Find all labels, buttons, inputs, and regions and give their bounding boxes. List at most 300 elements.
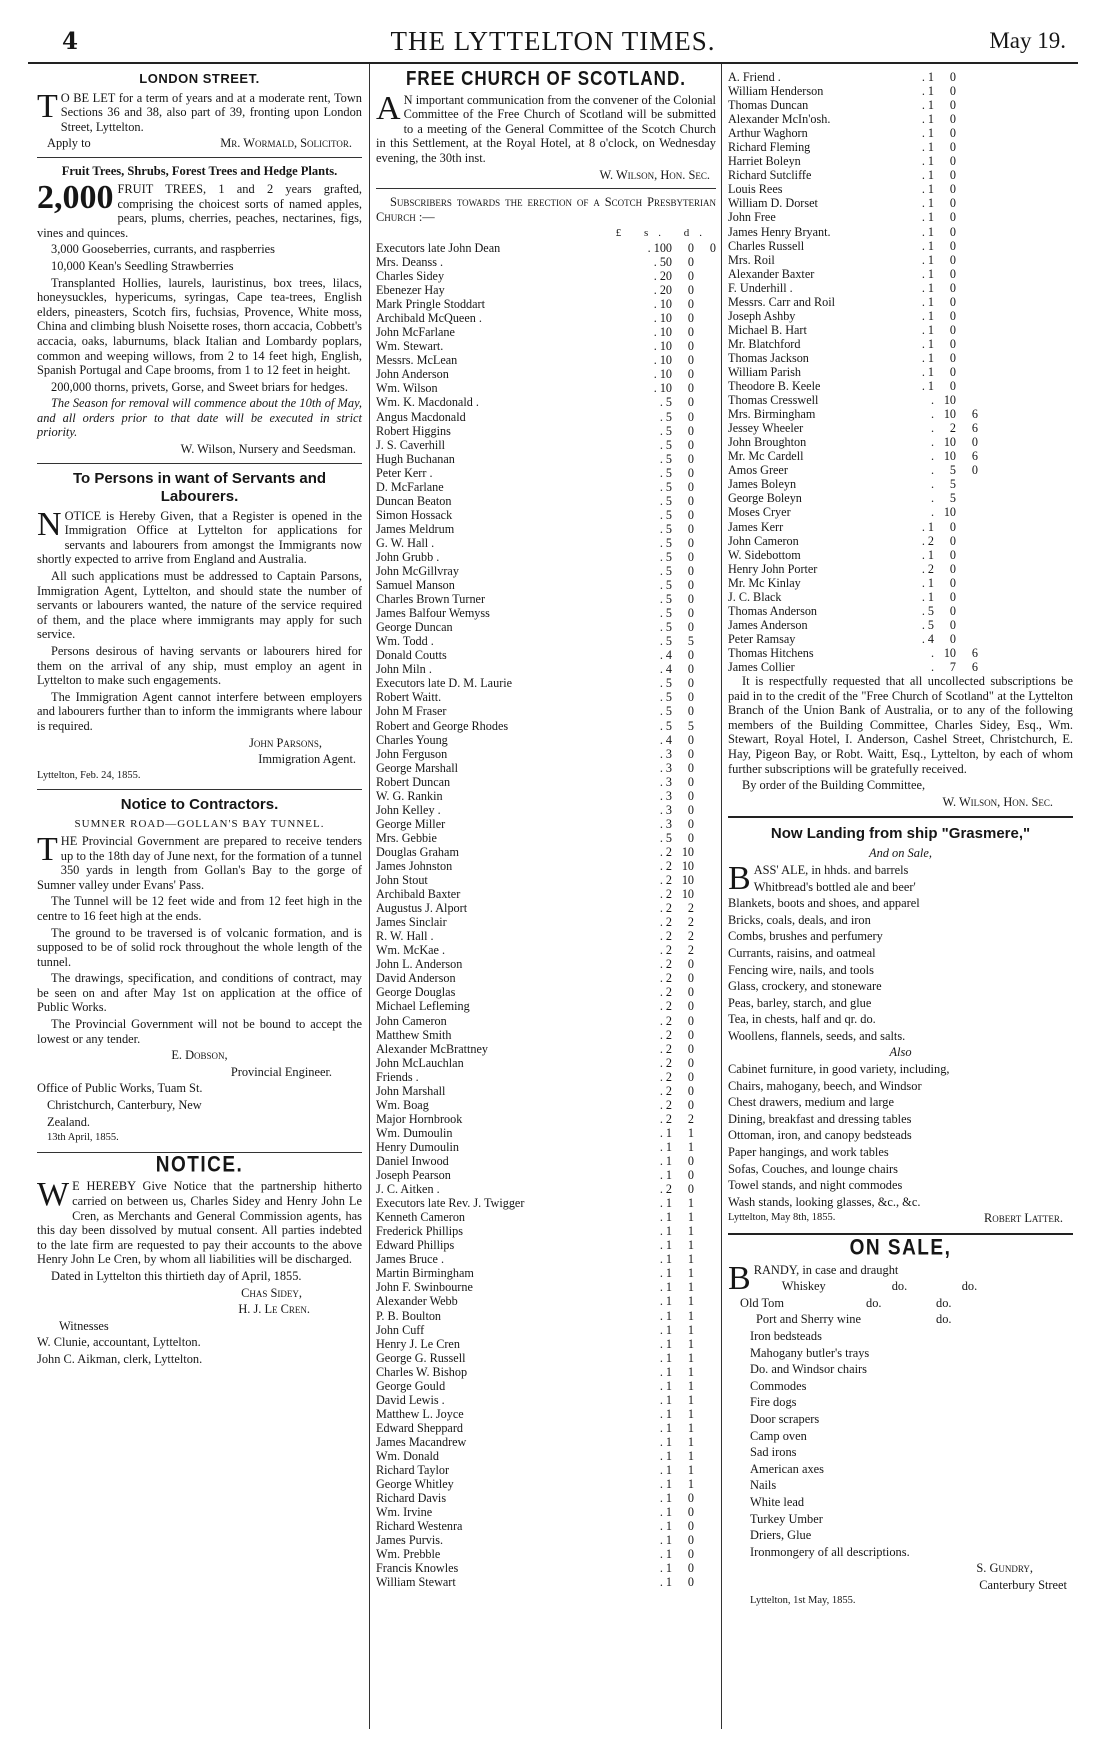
amount-pence: [694, 971, 716, 985]
amount-shillings: 0: [687, 269, 694, 284]
amount-shillings: 0: [949, 603, 956, 618]
subscribers-intro: Subscribers towards the erection of a Scotch Presbyterian Church :—: [376, 195, 716, 224]
list-item: Sad irons: [750, 1445, 797, 1460]
amount-pounds: . 5: [921, 603, 934, 618]
amount-pence: [694, 438, 716, 452]
subscriber-name: John Kelley .: [376, 802, 441, 817]
subscriber-name: Charles Sidey: [376, 269, 445, 284]
amount-shillings: 1: [687, 1392, 694, 1407]
amount-pounds: . 3: [659, 746, 672, 761]
subscriber-name: James Collier: [728, 659, 795, 674]
amount-shillings: 1: [687, 1448, 694, 1463]
subscriber-name: Richard Sutcliffe: [728, 168, 812, 183]
subscriber-name: R. W. Hall .: [376, 929, 434, 944]
divider: [37, 157, 362, 158]
subscriber-name: W. G. Rankin: [376, 788, 443, 803]
subscriber-row: [376, 915, 716, 929]
amount-shillings: 1: [687, 1252, 694, 1267]
amount-pence: [956, 337, 978, 351]
fruit-p4: Transplanted Hollies, laurels, lauristinus, box trees, lilacs, honeysuckles, hypericums, syringas, Cape tea-trees, English elders, pineasters, Scotch firs, fuchsias, Provence, White moss, China and climbing blush Noisette roses, thorn accacia, Cobbett's accacia, oaks, laburnums, black Italian and Lombardy poplars, common and weeping willows, from 2 to 14 feet high, English, Spanish Portugal and Cape brooms, from 1 to 12 feet in height.: [37, 275, 363, 378]
subscriber-name: John Cameron: [376, 1013, 447, 1028]
amount-pence: [694, 297, 716, 311]
london-notice: T O BE LET for a term of years and at a moderate rent, Town Sections 36 and 38, also part of 39, fronting upon London Street, Lyttelton.: [37, 87, 362, 134]
amount-pence: [694, 466, 716, 480]
amount-pounds: . 2: [659, 915, 672, 930]
amount-shillings: 0: [687, 254, 694, 269]
subscriber-name: David Lewis .: [376, 1392, 445, 1407]
amount-shillings: 0: [687, 971, 694, 986]
subscriber-name: John McGillvray: [376, 564, 459, 579]
subscriber-name: Joseph Pearson: [376, 1168, 451, 1183]
subscriber-row: [376, 1463, 716, 1477]
amount-pounds: . 5: [659, 690, 672, 705]
subscriber-name: Executors late John Dean: [376, 240, 501, 255]
contractors-subheading: SUMNER ROAD—GOLLAN'S BAY TUNNEL.: [74, 818, 325, 831]
onsale-spirits: [728, 1279, 1073, 1327]
subscriber-name: William Henderson: [728, 84, 824, 99]
subscriber-row: [376, 592, 716, 606]
amount-pence: [956, 140, 978, 154]
list-item: Blankets, boots and shoes, and apparel: [728, 896, 920, 911]
amount-shillings: 0: [687, 521, 694, 536]
servants-signature-title: Immigration Agent.: [258, 752, 356, 767]
subscriber-name: George G. Russell: [376, 1350, 466, 1365]
amount-pence: [694, 1266, 716, 1280]
amount-pence: [694, 452, 716, 466]
subscriber-row: [728, 98, 978, 112]
subscriber-row: [376, 606, 716, 620]
subscriber-row: [376, 1280, 716, 1294]
amount-pounds: . 1: [659, 1547, 672, 1562]
amount-shillings: 0: [687, 297, 694, 312]
subscriber-name: James Sinclair: [376, 915, 447, 930]
amount-pounds: . 2: [659, 1027, 672, 1042]
amount-shillings: 0: [949, 266, 956, 281]
subscriber-row: [376, 1014, 716, 1028]
amount-pounds: . 5: [659, 718, 672, 733]
amount-shillings: 0: [687, 367, 694, 382]
grasmere-footer: Lyttelton, May 8th, 1855. Robert Latter.: [728, 1211, 1063, 1226]
amount-shillings: 0: [949, 308, 956, 323]
subscriber-name: Thomas Cresswell: [728, 393, 819, 408]
amount-pounds: . 10: [653, 297, 672, 312]
subscriber-name: George Gould: [376, 1378, 446, 1393]
list-item: Dining, breakfast and dressing tables: [728, 1111, 912, 1126]
amount-shillings: 0: [687, 774, 694, 789]
amount-pounds: . 2: [659, 957, 672, 972]
subscriber-name: John Anderson: [376, 367, 449, 382]
church-closing: It is respectfully requested that all uncollected subscriptions be paid in to the credit of the "Free Church of Scotland" at the Lyttelton Branch of the Union Bank of Australia, or to any of the following members of the Building Committee, Charles Sidey, Esq., Wm. Stewart, Royal Hotel, I. Anderson, Cashel Street, Christchurch, E. Hay, Pigeon Bay, or Robt. Waitt, Esq., Lyttelton, by each of whom further subscriptions will be gratefully received.: [728, 674, 1073, 776]
amount-shillings: 0: [687, 620, 694, 635]
amount-shillings: 0: [687, 437, 694, 452]
amount-pence: [694, 1449, 716, 1463]
amount-pence: [694, 1126, 716, 1140]
amount-shillings: 0: [687, 957, 694, 972]
amount-shillings: 0: [687, 1575, 694, 1590]
subscriber-row: [728, 70, 978, 84]
amount-pounds: .: [930, 645, 934, 660]
subscriber-name: Daniel Inwood: [376, 1153, 449, 1168]
subscriber-row: [376, 410, 716, 424]
subscriber-row: [376, 1294, 716, 1308]
amount-shillings: 0: [687, 381, 694, 396]
amount-pounds: . 1: [659, 1505, 672, 1520]
subscriber-row: [376, 1196, 716, 1210]
subscriber-row: [376, 704, 716, 718]
subscriber-row: [376, 901, 716, 915]
subscriber-row: [376, 761, 716, 775]
amount-shillings: 0: [949, 98, 956, 113]
subscriber-row: [376, 803, 716, 817]
notice-signature: H. J. Le Cren.: [238, 1302, 310, 1317]
amount-pence: [694, 1210, 716, 1224]
subscriber-row: [376, 733, 716, 747]
amount-pence: [694, 1014, 716, 1028]
amount-pence: [694, 1533, 716, 1547]
amount-pounds: . 1: [921, 140, 934, 155]
subscriber-row: [376, 438, 716, 452]
subscriber-row: [376, 1421, 716, 1435]
amount-pence: [694, 873, 716, 887]
amount-pounds: . 5: [659, 592, 672, 607]
amount-pounds: . 1: [921, 547, 934, 562]
amount-pence: 6: [971, 421, 978, 436]
subscriber-row: [728, 463, 978, 477]
amount-pence: [694, 1196, 716, 1210]
subscriber-name: A. Friend .: [728, 70, 781, 84]
amount-shillings: 0: [687, 423, 694, 438]
amount-pence: [956, 239, 978, 253]
subscriber-row: [728, 618, 978, 632]
amount-pence: 6: [971, 449, 978, 464]
subscriber-name: Messrs. McLean: [376, 353, 458, 368]
grasmere-also: Also: [889, 1045, 912, 1060]
subscriber-row: [376, 424, 716, 438]
amount-shillings: 2: [687, 915, 694, 930]
amount-shillings: 0: [687, 704, 694, 719]
amount-pence: [956, 604, 978, 618]
amount-pounds: . 2: [659, 844, 672, 859]
subscriber-row: [376, 1238, 716, 1252]
amount-pence: [956, 632, 978, 646]
amount-pounds: . 5: [659, 423, 672, 438]
list-item: Whiskey do. do.: [781, 1279, 978, 1294]
subscriber-name: Henry J. Le Cren: [376, 1336, 460, 1351]
amount-shillings: 0: [687, 830, 694, 845]
subscriber-row: [376, 1042, 716, 1056]
subscriber-name: Mark Pringle Stoddart: [376, 297, 485, 312]
amount-shillings: 0: [687, 788, 694, 803]
amount-shillings: 0: [687, 240, 694, 255]
amount-pence: [956, 618, 978, 632]
amount-pence: [694, 1547, 716, 1561]
amount-pounds: . 2: [659, 1069, 672, 1084]
amount-pounds: . 5: [659, 437, 672, 452]
subscriber-row: [728, 196, 978, 210]
notice-heading: NOTICE.: [155, 1153, 244, 1178]
subscriber-name: J. C. Black: [728, 589, 782, 604]
amount-pounds: . 1: [921, 126, 934, 141]
amount-pounds: . 1: [659, 1153, 672, 1168]
amount-pounds: . 1: [659, 1378, 672, 1393]
subscriber-row: [376, 1098, 716, 1112]
amount-pounds: . 5: [659, 620, 672, 635]
amount-shillings: 5: [949, 477, 956, 492]
subscriber-row: [376, 1547, 716, 1561]
subscriber-row: [376, 690, 716, 704]
amount-pounds: . 1: [921, 519, 934, 534]
subscriber-row: [728, 112, 978, 126]
church-order: By order of the Building Committee,: [742, 778, 926, 793]
amount-pence: [694, 1084, 716, 1098]
subscriber-row: [376, 536, 716, 550]
subscriber-name: Peter Kerr .: [376, 465, 433, 480]
amount-pence: [694, 1365, 716, 1379]
subscriber-row: [728, 239, 978, 253]
amount-pence: 0: [709, 240, 716, 255]
amount-shillings: 0: [949, 70, 956, 84]
subscriber-name: Arthur Waghorn: [728, 126, 808, 141]
subscriber-row: [376, 1252, 716, 1266]
amount-pounds: . 5: [659, 479, 672, 494]
amount-pounds: . 2: [659, 859, 672, 873]
subscriber-name: George Marshall: [376, 760, 459, 775]
subscriber-row: [728, 210, 978, 224]
subscriber-name: Amos Greer: [728, 463, 788, 478]
column-2: [376, 66, 716, 1590]
amount-pence: [694, 367, 716, 381]
subscriber-row: [728, 379, 978, 393]
subscriber-name: John M Fraser: [376, 704, 447, 719]
list-item: Chest drawers, medium and large: [728, 1095, 894, 1110]
amount-pence: [956, 253, 978, 267]
list-item: White lead: [750, 1494, 805, 1509]
grasmere-list: [728, 859, 1073, 1044]
amount-shillings: 0: [687, 1083, 694, 1098]
amount-pounds: . 1: [921, 182, 934, 197]
amount-pounds: . 1: [659, 1491, 672, 1506]
subscriber-name: James Meldrum: [376, 521, 455, 536]
subscriber-row: [728, 182, 978, 196]
subscriber-row: [376, 297, 716, 311]
amount-shillings: 10: [943, 505, 956, 520]
list-item: Commodes: [750, 1378, 807, 1393]
amount-shillings: 0: [949, 617, 956, 632]
subscriber-name: Richard Taylor: [376, 1463, 450, 1478]
list-item: Nails: [750, 1478, 777, 1493]
amount-pounds: .: [930, 463, 934, 478]
amount-pounds: . 5: [659, 507, 672, 522]
subscriber-name: James Kerr: [728, 519, 784, 534]
amount-pounds: . 1: [659, 1561, 672, 1576]
subscriber-name: P. B. Boulton: [376, 1308, 442, 1323]
subscriber-row: [728, 365, 978, 379]
notice-p2: Dated in Lyttelton this thirtieth day of April, 1855.: [51, 1268, 302, 1283]
subscriber-row: [376, 1505, 716, 1519]
subscriber-name: William Parish: [728, 364, 801, 379]
subscriber-row: [728, 295, 978, 309]
amount-pence: [694, 957, 716, 971]
amount-shillings: 0: [687, 985, 694, 1000]
subscriber-name: Kenneth Cameron: [376, 1210, 466, 1225]
amount-pounds: . 2: [921, 561, 934, 576]
amount-shillings: 1: [687, 1350, 694, 1365]
amount-shillings: 1: [687, 1322, 694, 1337]
amount-shillings: 0: [949, 196, 956, 211]
list-item: Tea, in chests, half and qr. do.: [728, 1012, 876, 1027]
amount-pence: [956, 562, 978, 576]
amount-pence: [694, 999, 716, 1013]
subscriber-row: [728, 253, 978, 267]
amount-pounds: . 5: [659, 564, 672, 579]
amount-shillings: 0: [949, 575, 956, 590]
subscriber-name: Henry Dumoulin: [376, 1139, 459, 1154]
amount-pence: [694, 929, 716, 943]
subscriber-name: Michael Lefleming: [376, 999, 470, 1014]
subscriber-row: [376, 311, 716, 325]
amount-pence: [694, 690, 716, 704]
column-3: [728, 70, 1073, 1611]
column-1: [37, 70, 362, 1369]
subscriber-row: [376, 929, 716, 943]
amount-shillings: 0: [687, 395, 694, 410]
subscriber-name: Wm. Boag: [376, 1097, 429, 1112]
amount-shillings: 0: [949, 112, 956, 127]
amount-pence: [694, 761, 716, 775]
subscriber-name: John F. Swinbourne: [376, 1280, 473, 1295]
subscriber-name: David Anderson: [376, 971, 456, 986]
fruit-p3: 10,000 Kean's Seedling Strawberries: [51, 258, 234, 273]
amount-pence: [694, 1407, 716, 1421]
subscriber-name: Charles Russell: [728, 238, 805, 253]
amount-pence: [694, 522, 716, 536]
amount-pence: [694, 1042, 716, 1056]
subscriber-row: [376, 999, 716, 1013]
subscriber-row: [376, 564, 716, 578]
amount-pence: [956, 281, 978, 295]
subscriber-name: John McLauchlan: [376, 1055, 464, 1070]
amount-pounds: . 2: [659, 929, 672, 944]
list-item: Ottoman, iron, and canopy bedsteads: [728, 1128, 912, 1143]
amount-pence: [956, 154, 978, 168]
subscriber-row: [376, 367, 716, 381]
amount-pounds: . 1: [921, 238, 934, 253]
amount-pounds: . 5: [659, 634, 672, 649]
amount-pounds: . 1: [659, 1139, 672, 1154]
list-item: Camp oven: [750, 1428, 807, 1443]
fruit-p2: 3,000 Gooseberries, currants, and raspberries: [51, 242, 275, 257]
amount-pence: [694, 1519, 716, 1533]
subscriber-row: [728, 491, 978, 505]
subscriber-name: Louis Rees: [728, 182, 783, 197]
subscriber-name: Thomas Anderson: [728, 603, 818, 618]
amount-pounds: . 1: [659, 1336, 672, 1351]
list-item: Paper hangings, and work tables: [728, 1145, 889, 1160]
subscriber-row: [728, 632, 978, 646]
amount-pence: [694, 1561, 716, 1575]
subscriber-name: John Stout: [376, 873, 428, 888]
subscriber-row: [376, 1519, 716, 1533]
london-apply: Apply to Mr. Wormald, Solicitor.: [47, 136, 352, 151]
amount-pence: [956, 84, 978, 98]
servants-p3: Persons desirous of having servants or labourers hired for them on the arrival of any ship, must employ an agent in Lyttelton to make such engagements.: [37, 644, 362, 688]
amount-shillings: 0: [687, 676, 694, 691]
amount-pence: 0: [971, 463, 978, 478]
list-item: Cabinet furniture, in good variety, including,: [728, 1062, 950, 1077]
amount-shillings: 1: [687, 1434, 694, 1449]
amount-shillings: 1: [687, 1477, 694, 1492]
amount-pence: [956, 309, 978, 323]
issue-date: May 19.: [989, 28, 1066, 53]
subscriber-row: [728, 323, 978, 337]
amount-pence: [694, 1224, 716, 1238]
list-item: Currants, raisins, and oatmeal: [728, 945, 876, 960]
amount-pence: [694, 985, 716, 999]
amount-pounds: . 2: [659, 1055, 672, 1070]
subscriber-row: [376, 1224, 716, 1238]
onsale-date: Lyttelton, 1st May, 1855.: [750, 1595, 856, 1607]
subscriber-name: James Johnston: [376, 859, 453, 873]
subscriber-name: Wm. Donald: [376, 1448, 439, 1463]
church-p1: A N important communication from the convener of the Colonial Committee of the Free Church of Scotland will be submitted to a meeting of the General Committee of the Scotch Church in this Settlement, at the Royal Hotel, at 8 o'clock, on Wednesday evening, the 30th inst.: [376, 89, 716, 165]
amount-shillings: 0: [687, 409, 694, 424]
page-header: [28, 22, 1078, 64]
amount-pence: [694, 662, 716, 676]
subscriber-row: [728, 435, 978, 449]
amount-pounds: . 1: [659, 1434, 672, 1449]
list-item: Combs, brushes and perfumery: [728, 929, 883, 944]
amount-pounds: . 1: [659, 1308, 672, 1323]
amount-pence: [694, 817, 716, 831]
onsale-first: BRANDY, in case and draught: [728, 1259, 899, 1297]
amount-shillings: 0: [687, 816, 694, 831]
subscriber-name: Peter Ramsay: [728, 631, 796, 646]
subscriber-name: James Balfour Wemyss: [376, 606, 490, 621]
amount-pence: [694, 1351, 716, 1365]
subscriber-name: Richard Fleming: [728, 140, 811, 155]
amount-shillings: 10: [943, 435, 956, 450]
amount-pence: [956, 182, 978, 196]
amount-pence: [694, 1337, 716, 1351]
amount-shillings: 0: [687, 592, 694, 607]
amount-pence: 0: [971, 435, 978, 450]
amount-shillings: 0: [687, 1027, 694, 1042]
amount-pounds: . 5: [659, 409, 672, 424]
amount-pence: [694, 1575, 716, 1589]
amount-pence: [694, 578, 716, 592]
subscriber-name: W. Sidebottom: [728, 547, 801, 562]
amount-shillings: 0: [949, 294, 956, 309]
subscribers-table: [376, 241, 716, 1590]
subscriber-row: [376, 466, 716, 480]
amount-pounds: . 5: [659, 395, 672, 410]
amount-pounds: . 2: [659, 943, 672, 958]
subscriber-name: Wm. McKae .: [376, 943, 446, 958]
subscriber-row: [376, 452, 716, 466]
amount-pence: [956, 534, 978, 548]
amount-pounds: . 1: [921, 308, 934, 323]
subscriber-row: [376, 1379, 716, 1393]
subscriber-row: [376, 1477, 716, 1491]
amount-shillings: 0: [949, 379, 956, 394]
amount-pence: [694, 704, 716, 718]
subscriber-name: Francis Knowles: [376, 1561, 459, 1576]
amount-pence: [956, 505, 978, 519]
subscriber-row: [376, 522, 716, 536]
subscriber-name: George Miller: [376, 816, 446, 831]
amount-pence: [694, 1098, 716, 1112]
subscriber-name: Executors late Rev. J. Twigger: [376, 1196, 525, 1211]
